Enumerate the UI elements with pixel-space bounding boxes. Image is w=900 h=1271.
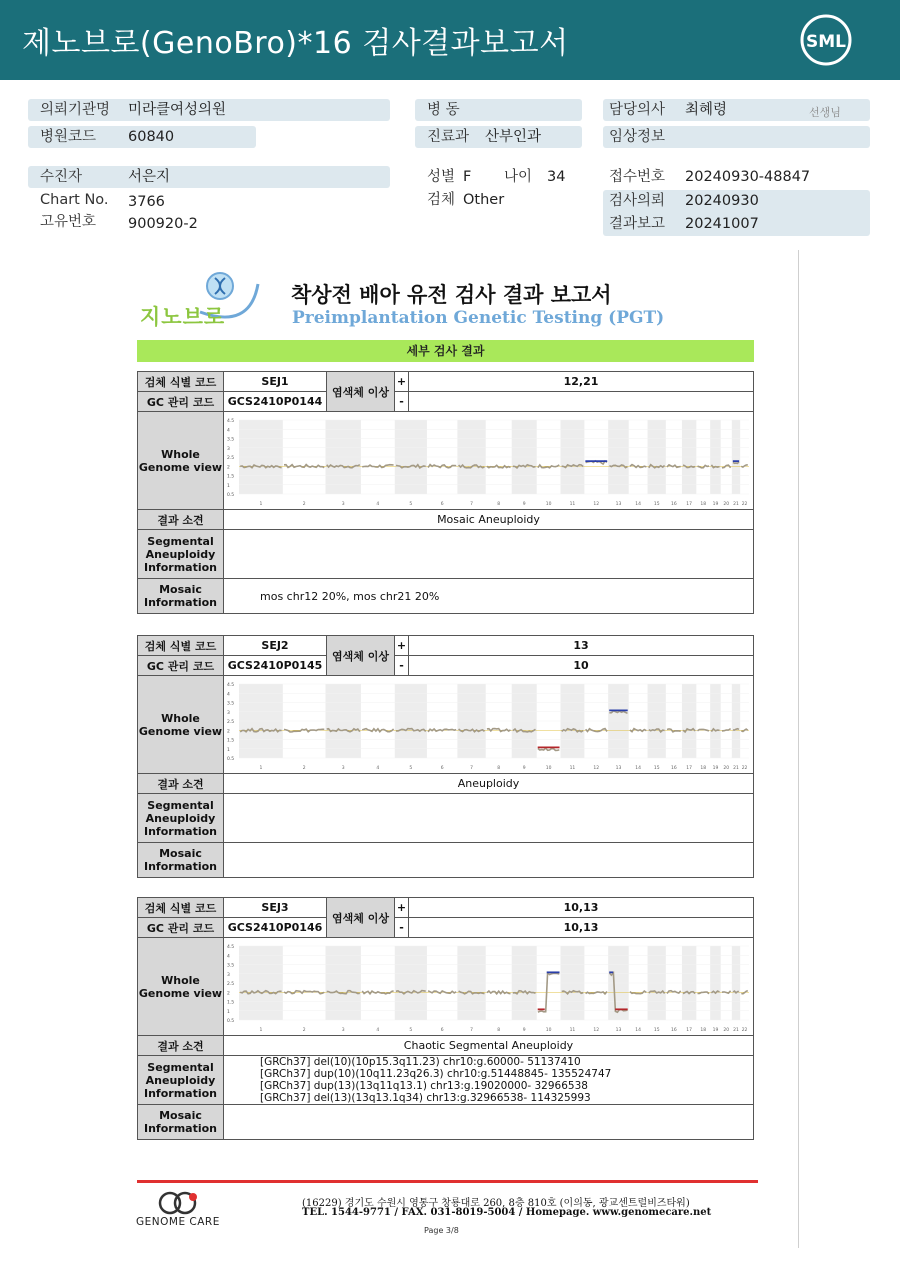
chrom-abnormal-label: 염색체 이상 <box>327 636 395 676</box>
segmental-value <box>224 1056 754 1105</box>
specimen-label: 검체 <box>427 192 456 208</box>
segmental-label: Segmental Aneuploidy Information <box>138 530 224 579</box>
copy-number-trace <box>428 464 456 467</box>
minus-sign: - <box>395 392 409 412</box>
sample-code-value: SEJ3 <box>224 898 327 918</box>
gc-code-value: GCS2410P0144 <box>224 392 327 412</box>
y-tick-label: 0.5 <box>227 492 235 498</box>
y-tick-label: 2 <box>227 728 230 734</box>
y-tick-label: 1 <box>227 483 230 489</box>
segmental-line: [GRCh37] del(13)(13q13.1q34) chr13:g.32966538- 114325993 <box>260 1092 591 1104</box>
report-title: 착상전 배아 유전 검사 결과 보고서 <box>291 283 612 307</box>
segmental-line: [GRCh37] dup(13)(13q11q13.1) chr13:g.19020000- 32966538 <box>260 1080 588 1092</box>
x-tick-label: 17 <box>686 1027 692 1033</box>
plus-sign: + <box>395 372 409 392</box>
x-tick-label: 5 <box>409 501 413 507</box>
y-tick-label: 2 <box>227 990 230 996</box>
whole-genome-plot <box>224 938 754 1036</box>
plus-sign: + <box>395 636 409 656</box>
hospital-code-label: 병원코드 <box>40 129 97 145</box>
finding-label: 결과 소견 <box>138 774 224 794</box>
y-tick-label: 3.5 <box>227 701 235 706</box>
patient-row <box>28 166 390 188</box>
page-divider <box>798 250 799 1248</box>
x-tick-label: 5 <box>409 765 413 771</box>
sample-table <box>137 371 754 614</box>
y-tick-label: 3 <box>227 710 230 716</box>
footer-rule <box>137 1180 758 1183</box>
copy-number-trace <box>487 465 511 468</box>
segmental-line: [GRCh37] dup(10)(10q11.23q26.3) chr10:g.51448845- 135524747 <box>260 1068 612 1080</box>
x-tick-label: 11 <box>569 765 576 771</box>
doctor-suffix: 선생님 <box>809 106 841 119</box>
x-tick-label: 2 <box>302 501 306 507</box>
segmental-value <box>224 794 754 843</box>
x-tick-label: 11 <box>569 501 576 507</box>
copy-number-trace <box>722 728 731 730</box>
y-tick-label: 2.5 <box>227 719 235 725</box>
mosaic-label: Mosaic Information <box>138 1105 224 1140</box>
report-header-title: 제노브로(GenoBro)*16 검사결과보고서 <box>22 26 569 61</box>
sample-table <box>137 897 754 1140</box>
specimen-value: Other <box>463 192 505 208</box>
minus-sign: - <box>395 656 409 676</box>
unique-no-value: 900920-2 <box>128 216 198 232</box>
y-tick-label: 2.5 <box>227 455 235 461</box>
mosaic-value: mos chr12 20%, mos chr21 20% <box>224 579 754 614</box>
mosaic-value <box>224 843 754 878</box>
x-tick-label: 3 <box>341 765 345 771</box>
department-value: 산부인과 <box>485 129 542 145</box>
whole-genome-plot <box>224 676 754 774</box>
sml-logo <box>798 12 854 68</box>
x-tick-label: 2 <box>302 765 306 771</box>
sex-label: 성별 <box>427 169 456 185</box>
copy-number-plot <box>225 940 753 1034</box>
y-tick-label: 4 <box>227 691 230 697</box>
report-date-label: 결과보고 <box>609 216 666 232</box>
y-tick-label: 4.5 <box>227 418 235 424</box>
gc-code-label: GC 관리 코드 <box>138 918 224 938</box>
x-tick-label: 19 <box>712 765 719 771</box>
x-tick-label: 20 <box>723 501 730 507</box>
x-tick-label: 3 <box>341 501 345 507</box>
mosaic-value <box>224 1105 754 1140</box>
institution-value: 미라클여성의원 <box>128 102 227 118</box>
y-tick-label: 3.5 <box>227 963 235 968</box>
sample-code-label: 검체 식별 코드 <box>138 636 224 656</box>
sex-value: F <box>463 169 472 185</box>
x-tick-label: 5 <box>409 1027 413 1033</box>
sml-logo-text: SML <box>806 32 846 52</box>
y-tick-label: 4.5 <box>227 682 235 688</box>
x-tick-label: 7 <box>470 1027 473 1033</box>
genobro-brand-text: 지노브로 <box>140 305 226 329</box>
x-tick-label: 18 <box>700 1027 707 1033</box>
x-tick-label: 12 <box>593 1027 600 1033</box>
copy-number-trace <box>586 991 607 993</box>
doctor-label: 담당의사 <box>609 102 666 118</box>
x-tick-label: 13 <box>615 1027 622 1033</box>
y-tick-label: 0.5 <box>227 1018 235 1024</box>
y-tick-label: 2.5 <box>227 981 235 987</box>
x-tick-label: 9 <box>522 501 526 507</box>
finding-value: Aneuploidy <box>224 774 754 794</box>
x-tick-label: 20 <box>723 765 730 771</box>
age-label: 나이 <box>504 169 533 185</box>
x-tick-label: 19 <box>712 501 719 507</box>
x-tick-label: 17 <box>686 501 692 507</box>
plus-chromosomes: 10,13 <box>409 898 754 918</box>
x-tick-label: 18 <box>700 765 707 771</box>
copy-number-trace <box>667 990 681 993</box>
x-tick-label: 21 <box>733 765 739 771</box>
section-title-bar: 세부 검사 결과 <box>137 340 754 362</box>
copy-number-trace <box>698 465 710 467</box>
x-tick-label: 1 <box>259 765 263 771</box>
copy-number-trace <box>428 990 456 993</box>
y-tick-label: 4 <box>227 427 230 433</box>
segmental-line: [GRCh37] del(10)(10p15.3q11.23) chr10:g.60000- 51137410 <box>260 1056 581 1068</box>
y-tick-label: 1.5 <box>227 1000 235 1005</box>
x-tick-label: 22 <box>741 765 748 771</box>
receipt-label: 접수번호 <box>609 169 666 185</box>
x-tick-label: 1 <box>259 501 263 507</box>
x-tick-label: 9 <box>522 765 526 771</box>
report-header-bar <box>0 0 900 80</box>
x-tick-label: 8 <box>497 1027 501 1033</box>
chrom-abnormal-label: 염색체 이상 <box>327 372 395 412</box>
gc-code-label: GC 관리 코드 <box>138 656 224 676</box>
segmental-value <box>224 530 754 579</box>
copy-number-trace <box>538 972 559 1011</box>
sample-code-value: SEJ2 <box>224 636 327 656</box>
finding-value: Mosaic Aneuploidy <box>224 510 754 530</box>
x-tick-label: 10 <box>545 501 552 507</box>
clinical-label: 임상정보 <box>609 129 666 145</box>
copy-number-plot <box>225 678 753 772</box>
mosaic-label: Mosaic Information <box>138 579 224 614</box>
institution-label: 의뢰기관명 <box>40 102 111 118</box>
plus-sign: + <box>395 898 409 918</box>
sample-code-value: SEJ1 <box>224 372 327 392</box>
x-tick-label: 10 <box>545 1027 552 1033</box>
y-tick-label: 3.5 <box>227 437 235 442</box>
patient-label: 수진자 <box>40 169 83 185</box>
x-tick-label: 14 <box>635 1027 641 1033</box>
footer-company: GENOME CARE <box>136 1216 220 1228</box>
genome-care-logo-icon <box>157 1190 201 1216</box>
x-tick-label: 8 <box>497 501 501 507</box>
y-tick-label: 0.5 <box>227 756 235 762</box>
y-tick-label: 4.5 <box>227 944 235 950</box>
hospital-code-value: 60840 <box>128 129 175 145</box>
copy-number-trace <box>698 729 710 731</box>
x-tick-label: 16 <box>671 501 677 507</box>
x-tick-label: 15 <box>653 1027 660 1033</box>
copy-number-trace <box>362 990 393 993</box>
x-tick-label: 14 <box>635 501 641 507</box>
copy-number-trace <box>284 464 324 467</box>
x-tick-label: 13 <box>615 501 622 507</box>
minus-chromosomes <box>409 392 754 412</box>
y-tick-label: 1 <box>227 747 230 753</box>
x-tick-label: 22 <box>741 1027 748 1033</box>
y-tick-label: 1 <box>227 1009 230 1015</box>
finding-value: Chaotic Segmental Aneuploidy <box>224 1036 754 1056</box>
y-tick-label: 2 <box>227 464 230 470</box>
request-value: 20240930 <box>685 193 759 209</box>
chart-no-value: 3766 <box>128 194 165 210</box>
y-tick-label: 1.5 <box>227 738 235 743</box>
doctor-value: 최혜령 <box>685 102 728 118</box>
x-tick-label: 10 <box>545 765 552 771</box>
copy-number-trace <box>487 991 511 994</box>
minus-chromosomes: 10 <box>409 656 754 676</box>
x-tick-label: 4 <box>376 501 380 507</box>
age-value: 34 <box>547 169 566 185</box>
gc-code-value: GCS2410P0146 <box>224 918 327 938</box>
y-tick-label: 3 <box>227 446 230 452</box>
x-tick-label: 7 <box>470 765 473 771</box>
whole-genome-label: Whole Genome view <box>138 676 224 774</box>
x-tick-label: 20 <box>723 1027 730 1033</box>
y-tick-label: 3 <box>227 972 230 978</box>
x-tick-label: 11 <box>569 1027 576 1033</box>
footer-contact: TEL. 1544-9771 / FAX. 031-8019-5004 / Homepage. www.genomecare.net <box>302 1207 712 1218</box>
plus-chromosomes: 13 <box>409 636 754 656</box>
x-tick-label: 6 <box>440 501 444 507</box>
segmental-label: Segmental Aneuploidy Information <box>138 1056 224 1105</box>
whole-genome-label: Whole Genome view <box>138 938 224 1036</box>
finding-label: 결과 소견 <box>138 1036 224 1056</box>
whole-genome-label: Whole Genome view <box>138 412 224 510</box>
x-tick-label: 21 <box>733 1027 739 1033</box>
x-tick-label: 21 <box>733 501 739 507</box>
x-tick-label: 9 <box>522 1027 526 1033</box>
x-tick-label: 4 <box>376 765 380 771</box>
copy-number-plot <box>225 414 753 508</box>
receipt-value: 20240930-48847 <box>685 169 811 185</box>
x-tick-label: 4 <box>376 1027 380 1033</box>
x-tick-label: 2 <box>302 1027 306 1033</box>
x-tick-label: 6 <box>440 1027 444 1033</box>
gc-code-value: GCS2410P0145 <box>224 656 327 676</box>
x-tick-label: 15 <box>653 501 660 507</box>
department-label: 진료과 <box>427 129 470 145</box>
sample-code-label: 검체 식별 코드 <box>138 898 224 918</box>
x-tick-label: 3 <box>341 1027 345 1033</box>
finding-label: 결과 소견 <box>138 510 224 530</box>
x-tick-label: 22 <box>741 501 748 507</box>
mosaic-label: Mosaic Information <box>138 843 224 878</box>
gc-code-label: GC 관리 코드 <box>138 392 224 412</box>
x-tick-label: 17 <box>686 765 692 771</box>
x-tick-label: 16 <box>671 1027 677 1033</box>
ward-label: 병 동 <box>427 102 460 118</box>
x-tick-label: 12 <box>593 501 600 507</box>
request-label: 검사의뢰 <box>609 193 666 209</box>
x-tick-label: 16 <box>671 765 677 771</box>
x-tick-label: 19 <box>712 1027 719 1033</box>
x-tick-label: 8 <box>497 765 501 771</box>
page-number: Page 3/8 <box>424 1226 459 1235</box>
segmental-label: Segmental Aneuploidy Information <box>138 794 224 843</box>
x-tick-label: 14 <box>635 765 641 771</box>
unique-no-label: 고유번호 <box>40 214 97 230</box>
x-tick-label: 13 <box>615 765 622 771</box>
minus-sign: - <box>395 918 409 938</box>
x-tick-label: 7 <box>470 501 473 507</box>
report-date-value: 20241007 <box>685 216 759 232</box>
x-tick-label: 1 <box>259 1027 263 1033</box>
footer-address: (16229) 경기도 수원시 영통구 창룡대로 260, 8층 810호 (이의동, 광교센트럴비즈타워) <box>302 1198 690 1209</box>
copy-number-trace <box>538 748 559 750</box>
x-tick-label: 6 <box>440 765 444 771</box>
copy-number-trace <box>722 990 731 992</box>
report-subtitle: Preimplantation Genetic Testing (PGT) <box>292 308 665 328</box>
copy-number-trace <box>630 728 647 731</box>
x-tick-label: 15 <box>653 765 660 771</box>
chart-no-label: Chart No. <box>40 192 109 208</box>
y-tick-label: 4 <box>227 953 230 959</box>
x-tick-label: 12 <box>593 765 600 771</box>
x-tick-label: 18 <box>700 501 707 507</box>
chrom-abnormal-label: 염색체 이상 <box>327 898 395 938</box>
whole-genome-plot <box>224 412 754 510</box>
y-tick-label: 1.5 <box>227 474 235 479</box>
sample-table <box>137 635 754 878</box>
sample-code-label: 검체 식별 코드 <box>138 372 224 392</box>
minus-chromosomes: 10,13 <box>409 918 754 938</box>
plus-chromosomes: 12,21 <box>409 372 754 392</box>
patient-value: 서은지 <box>128 169 171 185</box>
